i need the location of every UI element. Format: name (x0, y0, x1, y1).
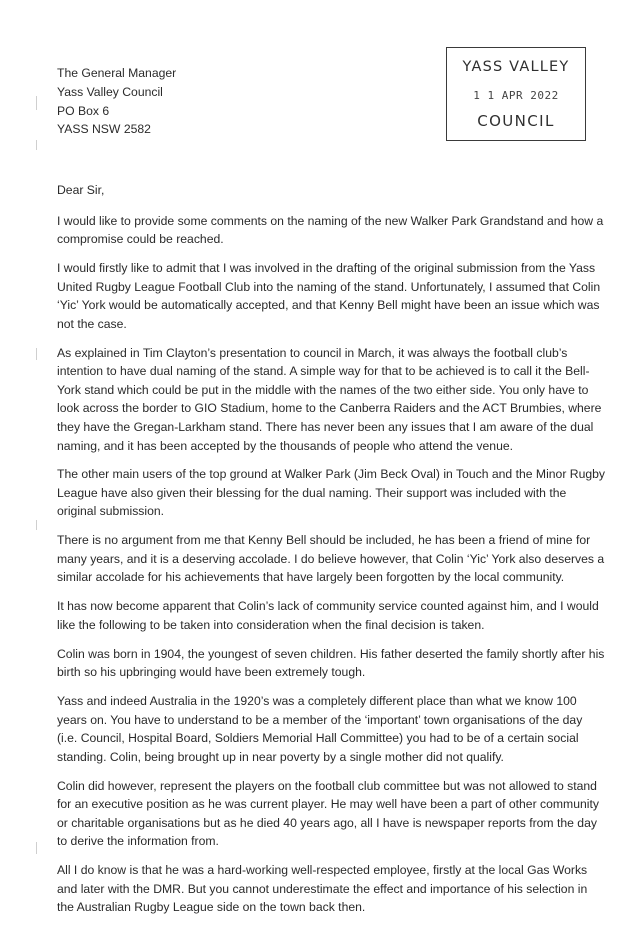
letter-body (57, 181, 605, 927)
paragraph: I would firstly like to admit that I was involved in the drafting of the original submission from the Yass United Rugby League Football Club into the naming of the stand. Unfortunately, I assumed that Colin ‘Yic’ York would be automatically accepted, and that Kenny Bell might have been an issue which was not the case. (57, 260, 601, 331)
paragraph: I would like to provide some comments on the naming of the new Walker Park Grandstand and how a compromise could be reached. (57, 213, 604, 247)
stamp-org-type: COUNCIL (477, 112, 555, 130)
address-line: YASS NSW 2582 (57, 122, 151, 137)
margin-mark (36, 348, 37, 360)
address-line: PO Box 6 (57, 103, 110, 118)
stamp-date: 1 1 APR 2022 (473, 89, 559, 102)
address-line: The General Manager (57, 66, 177, 80)
paragraph: Colin did however, represent the players on the football club committee but was not allowed to stand for an executive position as he was current player. He may well have been a part of other community or charitable organisations but as he died 40 years ago, all I have is newspaper reports from the day to derive the information from. (57, 778, 599, 849)
received-stamp (446, 47, 586, 141)
paragraph: The other main users of the top ground at Walker Park (Jim Beck Oval) in Touch and the Minor Rugby League have also given their blessing for the dual naming. Their support was included with the original submission. (57, 467, 606, 519)
paragraph: There is no argument from me that Kenny Bell should be included, he has been a friend of mine for many years, and it is a deserving accolade. I do believe however, that Colin ‘Yic’ York also deserves a similar accolade for his achievements that have largely been forgotten by the local community. (57, 533, 605, 585)
salutation: Dear Sir, (57, 183, 105, 197)
recipient-address (57, 64, 176, 139)
margin-mark (36, 96, 37, 110)
stamp-org-name: YASS VALLEY (462, 59, 570, 75)
paragraph: Yass and indeed Australia in the 1920’s was a completely different place than what we know 100 years on. You have to understand to be a member of the ‘important’ town organisations of the day (i.e. Council, Hospital Board, Soldiers Memorial Hall Committee) you had to be of a certain social standing. Colin, being brought up in near poverty by a single mother did not qualify. (57, 693, 583, 764)
paragraph: As explained in Tim Clayton’s presentation to council in March, it was always the football club’s intention to have dual naming of the stand. A simple way for that to be achieved is to call it the Bell-York stand which could be put in the middle with the names of the two either side. You only have to look across the border to GIO Stadium, home to the Canberra Raiders and the ACT Brumbies, where they have the Gregan-Larkham stand. There has never been any issues that I am aware of the dual naming, and it has been accepted by the thousands of people who attend the venue. (57, 345, 602, 453)
paragraph: All I do know is that he was a hard-working well-respected employee, firstly at the local Gas Works and later with the DMR. But you cannot underestimate the effect and importance of his selection in the Australian Rugby League side on the town back then. (57, 863, 588, 915)
address-line: Yass Valley Council (57, 84, 163, 99)
margin-mark (36, 520, 37, 530)
paragraph: Colin was born in 1904, the youngest of seven children. His father deserted the family shortly after his birth so his upbringing would have been extremely tough. (57, 646, 605, 680)
margin-mark (36, 140, 37, 150)
margin-mark (36, 842, 37, 854)
paragraph: It has now become apparent that Colin’s lack of community service counted against him, and I would like the following to be taken into consideration when the final decision is taken. (57, 599, 599, 632)
